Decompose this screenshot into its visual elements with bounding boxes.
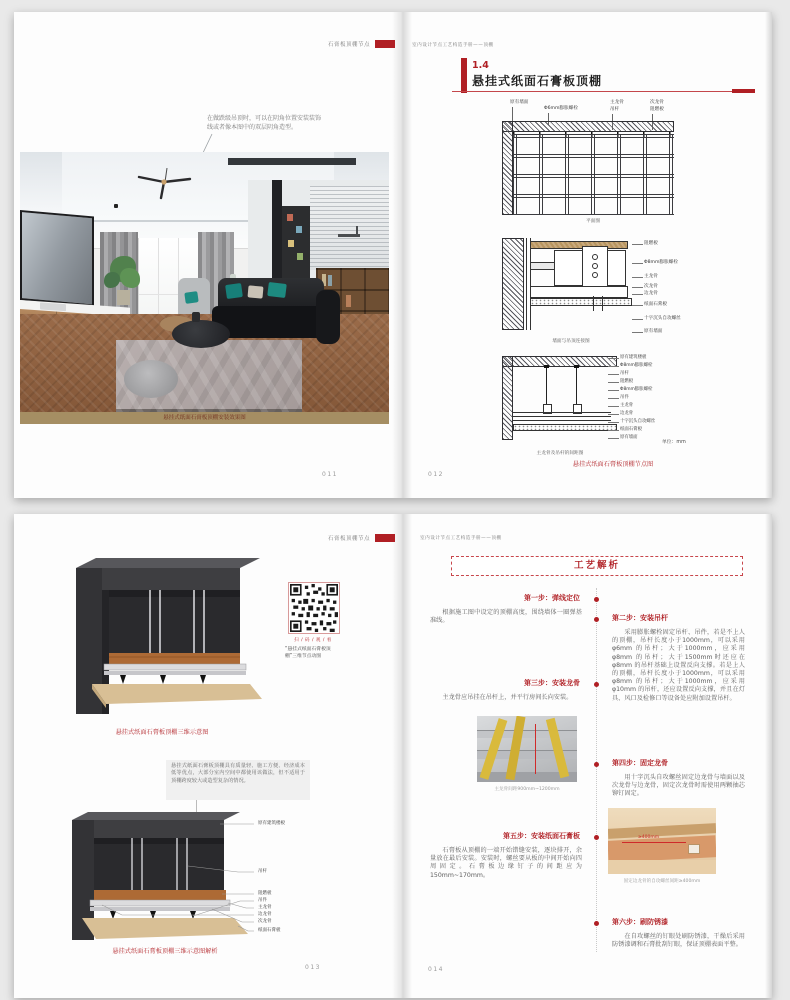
node-label: 十字沉头自攻螺丝	[620, 419, 656, 424]
step3-title: 第三步：安装龙骨	[524, 679, 580, 687]
node-label: Φ8mm膨胀螺栓	[620, 387, 653, 392]
section-number: 1.4	[472, 60, 489, 71]
wall-label: Φ8mm膨胀螺栓	[644, 260, 678, 265]
iso-label: 吊杆	[258, 869, 267, 874]
node-label: 原有建筑楼板	[620, 355, 647, 360]
process-panel-title: 工艺解析	[573, 560, 620, 571]
node-label: 阻燃板	[620, 379, 634, 384]
plan-wall-top	[502, 121, 674, 132]
dimension-line	[622, 842, 686, 843]
iso-label: 吊件	[258, 898, 267, 903]
bracket-hole	[592, 254, 598, 260]
wall-label: 边龙骨	[644, 291, 658, 296]
wall-label: 阻燃板	[644, 241, 658, 246]
step2-title: 第二步：安装吊杆	[612, 614, 668, 622]
wall-label: 次龙骨	[644, 284, 658, 289]
step1-body: 根据施工图中设定的顶棚高度，围绕墙体一圈弹基准线。	[430, 609, 582, 625]
step5-body: 石膏板从顶棚的一端开始错缝安装，逐块排开，余量放在最后安装。安装时，螺丝要从板的中间开始向四周固定。石膏板边缘钉子的间距应为150mm~170mm。	[430, 847, 582, 879]
iso-label: 阻燃板	[258, 891, 272, 896]
timeline-dot	[594, 617, 599, 622]
page-number-014: 014	[428, 966, 444, 973]
plan-label: 阻燃板	[650, 107, 664, 112]
iso-figure-1	[62, 556, 262, 724]
iso-label: 次龙骨	[258, 919, 272, 924]
running-header-right-2: 室内设计节点工艺构造手册——顶棚	[420, 536, 502, 541]
page-number-011: 011	[322, 471, 338, 478]
runner-line	[513, 412, 611, 413]
wall-hatch	[502, 356, 513, 440]
photo-caption-bar	[20, 412, 389, 424]
wall-label: 原有墙面	[644, 329, 663, 334]
node-figure	[498, 352, 728, 464]
gypsum-board	[513, 424, 617, 431]
dark-feature-wall	[282, 206, 310, 284]
blind-slats	[310, 186, 389, 270]
plan-runner-grid	[513, 134, 674, 215]
coffee-table	[172, 320, 230, 348]
qr-desc-line2: 棚”三维节点动图	[285, 654, 322, 659]
node-caption: 主龙骨及吊杆的间距图	[536, 451, 584, 456]
iso-label: 边龙骨	[258, 912, 272, 917]
section-rule	[452, 91, 734, 92]
beige-pillow	[248, 285, 264, 298]
running-header-badge-1	[375, 40, 395, 48]
section-rule-dash	[732, 89, 755, 93]
qr-code	[288, 582, 340, 634]
timeline-dot	[594, 597, 599, 602]
node-label: 原有墙面	[620, 435, 638, 440]
clip-render	[688, 844, 700, 854]
photo-pin	[287, 214, 293, 221]
glass-blinds	[310, 186, 389, 270]
ceiling-fan	[132, 168, 196, 202]
spread2-gutter-shadow	[392, 514, 412, 998]
desk-lamp-arm	[356, 226, 358, 237]
ceiling-note-line1: 在做跌级吊顶时，可以在阴角位置安装装饰	[207, 115, 322, 122]
dimension-text: ≥400mm	[638, 835, 660, 840]
plan-wall-left	[502, 121, 513, 215]
timeline	[596, 588, 597, 952]
wall-label: 主龙骨	[644, 274, 658, 279]
yellow-hanger	[480, 718, 508, 780]
knit-pouf	[124, 360, 178, 398]
runner-line	[513, 416, 611, 417]
projection-screen	[20, 210, 94, 306]
book	[346, 295, 351, 307]
plan-figure	[498, 100, 688, 226]
dimension-arrow	[535, 724, 536, 774]
process-panel-header	[451, 556, 743, 576]
wall-hatch	[502, 238, 524, 330]
step5-title: 第五步：安装纸面石膏板	[503, 832, 580, 840]
step4-body: 用十字沉头自攻螺丝固定边龙骨与墙面以及次龙骨与边龙骨，固定次龙骨时需使用两颗抽芯铆钉固定。	[612, 774, 745, 798]
qr-scan-label: 扫 / 码 / 观 / 看	[294, 638, 332, 643]
ceiling-note-line2: 线或者像本图中的双层阴角造型。	[207, 124, 298, 131]
book	[328, 275, 332, 286]
wall-finish-lines	[526, 238, 531, 330]
photo-pin	[297, 253, 303, 260]
step6-title: 第六步：刷防锈漆	[612, 918, 668, 926]
iso1-caption: 悬挂式纸面石膏板顶棚三维示意图	[115, 729, 209, 736]
node-label: Φ8mm膨胀螺栓	[620, 363, 653, 368]
step6-body: 在自攻螺丝的钉眼处刷防锈漆，干燥后采用防锈漆调和石膏批刮钉眼，保证顶棚表面平整。	[612, 933, 745, 949]
unit-note: 单位：mm	[662, 440, 686, 445]
plan-label: 吊杆	[610, 107, 620, 112]
node-label: 吊件	[620, 395, 629, 400]
running-header-badge-2	[375, 534, 395, 542]
timeline-dot	[594, 682, 599, 687]
glass-frame-column	[272, 180, 282, 284]
spread1-right-edge-shadow	[765, 12, 772, 498]
photo-pin	[288, 240, 294, 247]
anchor-bolt	[574, 365, 579, 368]
ceiling-note	[207, 114, 331, 132]
iso-label: 主龙骨	[258, 905, 272, 910]
living-room-photo	[20, 152, 389, 412]
ceiling-vent-slot	[228, 158, 356, 165]
bracket-hole	[592, 272, 598, 278]
feature-note-box	[166, 760, 310, 800]
plan-label: Φ6mm膨胀螺栓	[544, 106, 578, 111]
section-red-bar	[461, 58, 467, 93]
step4-image	[608, 808, 716, 874]
teal-pillow	[225, 283, 243, 299]
qr-description	[285, 646, 345, 660]
ceiling-speaker-left	[114, 204, 118, 208]
node-label: 吊杆	[620, 371, 629, 376]
step4-image-caption: 固定边龙骨的自攻螺丝间距≥400mm	[623, 879, 701, 884]
screw	[602, 296, 603, 311]
teal-pillow	[267, 282, 287, 298]
sofa-armrest	[316, 290, 340, 344]
table-decor	[192, 312, 200, 322]
section-title: 悬挂式纸面石膏板顶棚	[472, 74, 603, 88]
feature-note-text: 悬挂式纸面石膏板顶棚具有质量轻、施工方便、经济成本低等优点，大部分室内空间中都使用该做法，但不适用于顶棚跨度较大或造型复杂的情况。	[171, 763, 305, 784]
running-header-left-1: 石膏板顶棚节点	[327, 42, 370, 48]
iso-label: 原有建筑楼板	[258, 821, 285, 826]
step4-title: 第四步：固定龙骨	[612, 759, 668, 767]
timeline-dot	[594, 762, 599, 767]
node-label: 边龙骨	[620, 411, 634, 416]
plan-caption: 平面图	[585, 219, 601, 224]
plan-label: 主龙骨	[610, 100, 624, 105]
plant-pot	[117, 290, 130, 305]
step3-image	[477, 716, 577, 782]
spread1-gutter-shadow	[392, 12, 412, 498]
blocking-board	[530, 241, 628, 249]
iso-figure-2	[62, 806, 317, 946]
node-red-caption: 悬挂式纸面石膏板顶棚节点图	[572, 461, 654, 468]
step1-title: 第一步：弹线定位	[524, 594, 580, 602]
page-number-013: 013	[305, 964, 321, 971]
wall-section-figure	[498, 236, 713, 348]
qr-desc-line1: “悬挂式纸面石膏板顶	[285, 647, 331, 652]
slab-hatch	[502, 356, 617, 367]
anchor-bolt	[544, 365, 549, 368]
iso-label: 纸面石膏板	[258, 928, 281, 933]
expansion-bolt	[530, 262, 556, 270]
step3-body: 主龙骨应吊挂在吊杆上，并平行房间长向安装。	[442, 694, 573, 701]
timeline-dot	[594, 921, 599, 926]
yellow-hanger	[546, 718, 569, 778]
wall-label: 纸面石膏板	[644, 302, 667, 307]
board-render	[608, 860, 716, 874]
armchair-pillow	[184, 291, 198, 304]
photo-pin	[296, 226, 302, 233]
bracket-hole	[592, 263, 598, 269]
iso2-caption: 悬挂式纸面石膏板顶棚三维示意图解析	[112, 948, 218, 955]
runner-line	[513, 420, 611, 421]
page-number-012: 012	[428, 471, 444, 478]
step2-body: 采用膨胀螺栓固定吊杆、吊件，若是不上人的顶棚，吊杆长度小于1000mm，可以采用 φ6mm 的吊杆；大于1000mm，应采用 φ8mm 的吊杆；大于1500mm时还应在 φ8mm 的吊杆基础上设置反向支撑。若是上人的顶棚，吊杆长度小于1000mm，可以采用 φ8mm 的吊杆；大于1000mm，应采用 φ10mm 的吊杆，还应设置反向支撑，并且在灯具、风口及检修口等设备处应附加设置吊杆。	[612, 629, 745, 702]
iso-figure-2-drawing	[62, 806, 317, 946]
leader-tick	[512, 107, 513, 121]
spread2-right-edge-shadow	[765, 514, 772, 998]
wall-section-caption: 墙面与吊顶连接图	[552, 339, 590, 344]
wall-label: 十字沉头自攻螺丝	[644, 316, 681, 321]
screw	[593, 296, 594, 311]
cross-runner	[530, 286, 628, 298]
step3-image-caption: 主龙骨间距900mm~1200mm	[494, 787, 560, 792]
timeline-dot	[594, 835, 599, 840]
running-header-right-1: 室内设计节点工艺构造手册——顶棚	[412, 43, 494, 48]
plan-label: 原有墙面	[510, 100, 529, 105]
node-label: 纸面石膏板	[620, 427, 642, 432]
photo-caption: 悬挂式纸面石膏板顶棚安装效果图	[163, 415, 246, 421]
plant-foliage	[120, 268, 140, 288]
gypsum-board	[530, 298, 632, 306]
node-label: 主龙骨	[620, 403, 634, 408]
plan-label: 次龙骨	[650, 100, 664, 105]
yellow-hanger	[506, 716, 526, 780]
running-header-left-2: 石膏板顶棚节点	[327, 536, 370, 542]
